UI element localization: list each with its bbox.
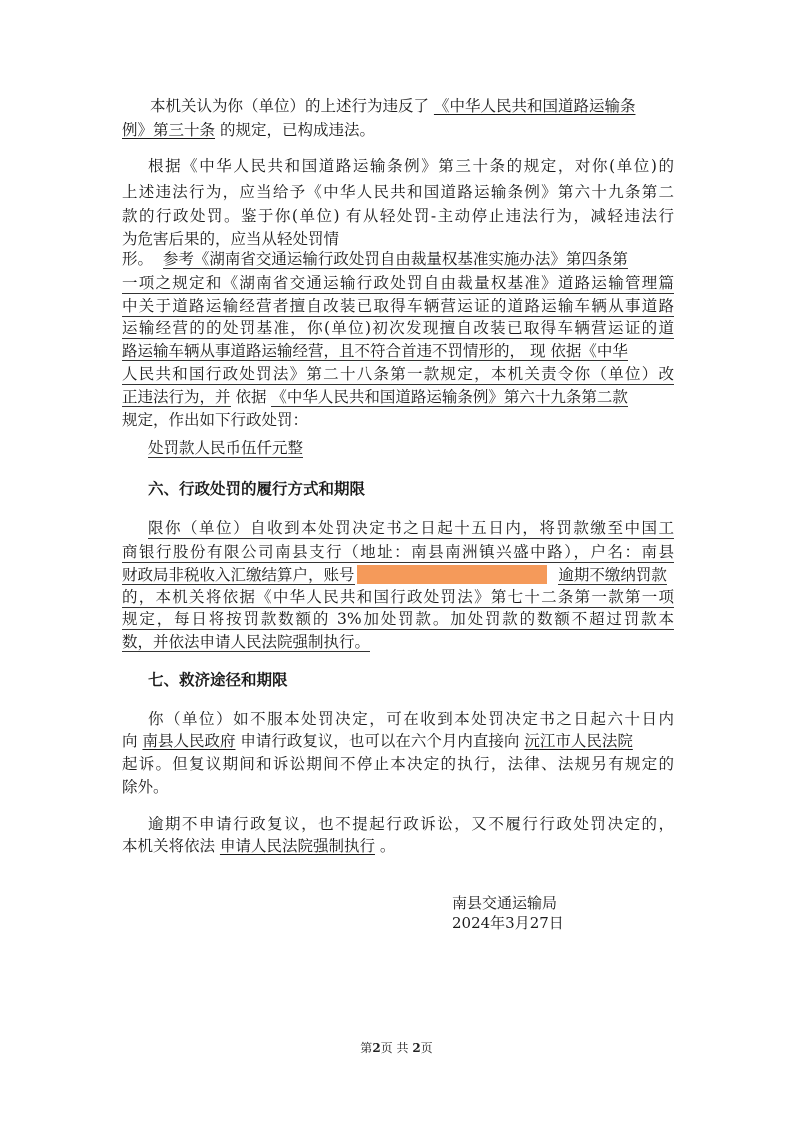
current-page: 2 [372,1041,381,1055]
p2-line-11 [122,387,674,407]
s6-line-4: 的，本机关将依据《中华人民共和国行政处罚法》第七十二条第一款第一项 [122,588,674,606]
s6-line-5: 规定，每日将按罚款数额的 3%加处罚款。加处罚款的数额不超过罚款本 [122,610,674,628]
page-number [0,1039,793,1056]
p2-ref-text: 现 依据《中华 [525,342,628,360]
s6-line-3 [122,565,674,585]
p2-ref-text: 路运输车辆从事道路运输经营，且不符合首违不罚情形的， [122,342,526,360]
p1-line-1 [122,96,674,116]
page-number-text: 第 [360,1041,373,1055]
section-7-heading: 七、救济途径和期限 [148,670,288,689]
s7-text: 。 [374,837,396,855]
s6-line-6 [122,632,674,652]
p1-law-ref: 《中华人民共和国道路运输条 [433,97,636,115]
enforcement-text: 申请人民法院强制执行 [219,837,375,855]
p2-ref-text: 参考《湖南省交通运输行政处罚自由裁量权基准实施办法》第四条第 [162,250,628,268]
p2-ref-text: 正违法行为，并 [122,388,231,406]
p1-text: 本机关认为你（单位）的上述行为违反了 [150,97,434,115]
s7-line-1: 你（单位）如不服本处罚决定，可在收到本处罚决定书之日起六十日内 [148,710,674,728]
s7-line-3: 起诉。但复议期间和诉讼期间不停止本决定的执行，法律、法规另有规定的 [122,755,674,773]
s7-line-6 [122,836,674,856]
p2-line-10: 人民共和国行政处罚法》第二十八条第一款规定，本机关责令你（单位）改 [122,365,674,383]
p2-line-3: 款的行政处罚。鉴于你(单位) 有从轻处罚-主动停止违法行为，减轻违法行 [122,207,674,225]
p2-line-2: 上述违法行为，应当给予《中华人民共和国道路运输条例》第六十九条第二 [122,183,674,201]
page-number-text: 页 [420,1041,433,1055]
p2-line-6: 一项之规定和《湖南省交通运输行政处罚自由裁量权基准》道路运输管理篇 [122,274,674,292]
s7-line-4: 除外。 [122,778,169,796]
penalty-amount: 处罚款人民币伍仟元整 [148,439,304,457]
p2-text: 形。 [122,250,154,268]
s7-text: 申请行政复议，也可以在六个月内直接向 [235,732,525,750]
p2-line-5 [122,249,674,269]
total-pages: 2 [412,1041,421,1055]
s7-text: 本机关将依法 [122,837,220,855]
signature-org: 南县交通运输局 [452,894,558,912]
s6-text: 财政局非税收入汇缴结算户，账号 [122,566,355,584]
review-authority: 南县人民政府 [142,732,236,750]
s7-line-5: 逾期不申请行政复议，也不提起行政诉讼，又不履行行政处罚决定的， [148,815,674,833]
p2-line-9 [122,341,674,361]
redacted-account-number [357,565,547,584]
s6-line-1: 限你（单位）自收到本处罚决定书之日起十五日内，将罚款缴至中国工 [148,519,674,537]
p1-text-cont: 的规定，已构成违法。 [215,121,375,139]
s7-text: 向 [122,732,143,750]
p2-line-1: 根据《中华人民共和国道路运输条例》第三十条的规定，对你(单位)的 [148,157,674,175]
p2-line-4: 为危害后果的，应当从轻处罚情 [122,230,340,248]
penalty-line [148,438,700,458]
s7-line-2 [122,731,674,751]
p2-line-8: 运输经营的的处罚基准，你(单位)初次发现擅自改装已取得车辆营运证的道 [122,319,674,337]
s6-text: 逾期不缴纳罚款 [558,566,667,584]
p1-line-2 [122,120,674,140]
s6-line-2: 商银行股份有限公司南县支行（地址：南县南洲镇兴盛中路），户名：南县 [122,543,674,561]
p2-law-ref: 《中华人民共和国道路运输条例》第六十九条第二款 [271,388,628,406]
court-name: 沅江市人民法院 [524,732,633,750]
p2-text: 依据 [230,388,272,406]
p1-law-ref-cont: 例》第三十条 [122,121,216,139]
s6-text: 数，并依法申请人民法院强制执行。 [122,633,371,651]
section-6-heading: 六、行政处罚的履行方式和期限 [148,479,366,498]
page-number-text: 页 共 [380,1041,413,1055]
p2-line-12: 规定，作出如下行政处罚： [122,411,309,429]
p2-line-7: 中关于道路运输经营者擅自改装已取得车辆营运证的道路运输车辆从事道路 [122,297,674,315]
signature-date: 2024年3月27日 [452,914,564,932]
